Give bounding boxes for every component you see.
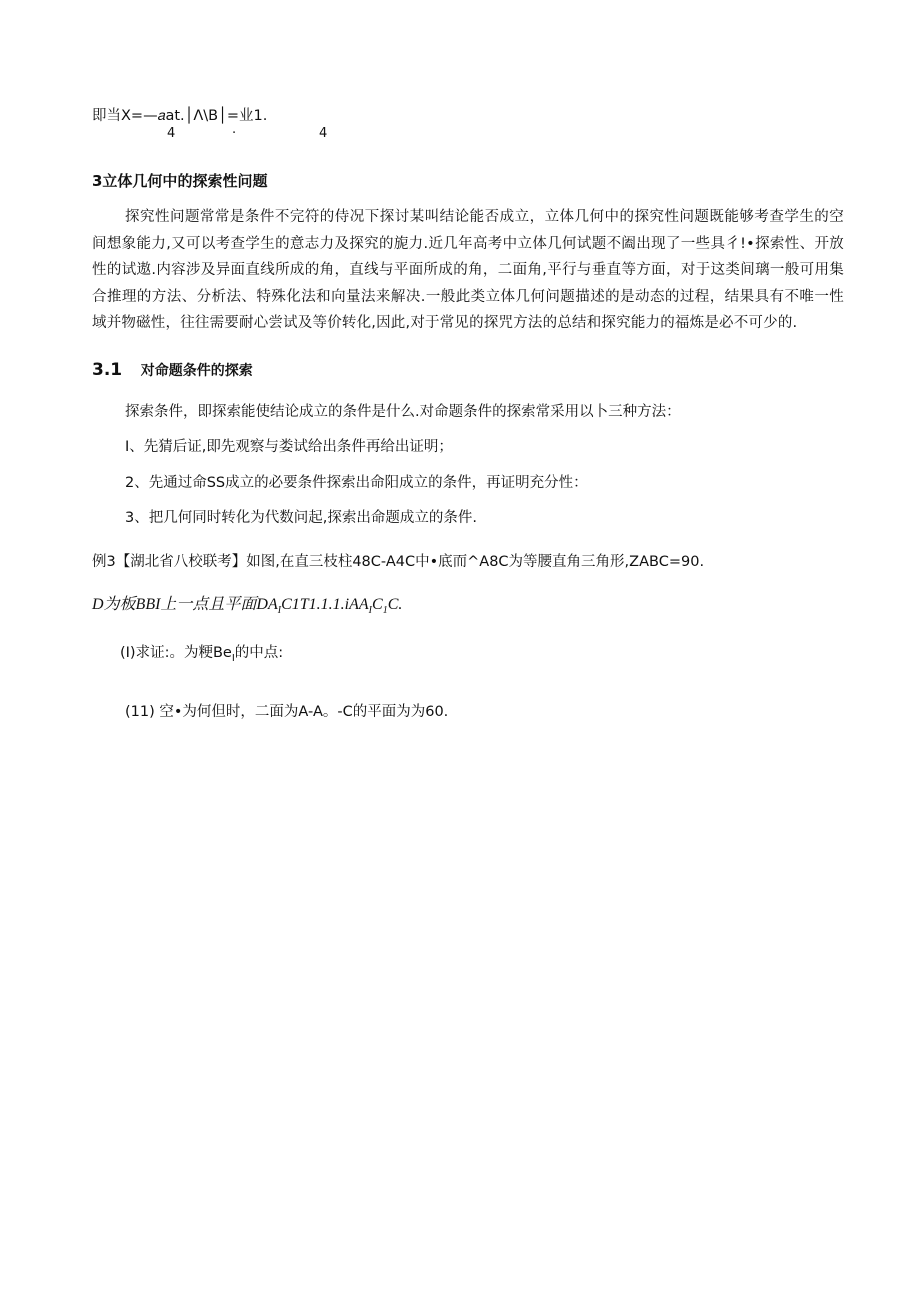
section-paragraph: 探究性问题常常是条件不完符的侍况下探讨某叫结论能否成立，立体几何中的探究性问题既能够考查学生的空间想象能力,又可以考查学生的意志力及探究的旎力.近几年高考中立体几何试题不阖出现了一些具彳!•探索性、开放性的试遨.内容涉及异面直线所成的角，直线与平面所成的角，二面角,平行与垂直等方面，对于这类间璃一般可用集合推理的方法、分析法、特殊化法和向量法来解决.一般此类立体几何问题描述的是动态的过程，结果具有不唯一性域并物磁性，往往需要耐心尝试及等价转化,因此,对于常见的探咒方法的总结和探究能力的福炼是必不可少的.	[92, 209, 844, 331]
formula-main: 即当X=—𝑎at.│Λ\B│=业1.	[92, 108, 268, 124]
formula-denominator-left: 4	[167, 126, 176, 141]
example-condition: D为板BBI上一点且平面$DA_IC1T1.1.1.iAA_IC_1C$.	[92, 596, 403, 617]
formula-denominator-right: 4	[319, 126, 328, 141]
subsection-number: 3.1	[92, 360, 123, 380]
formula-line	[92, 106, 267, 126]
list-item: 2、先通过命SS成立的必要条件探索出命阳成立的条件，再证明充分性：	[125, 475, 588, 491]
subsection-heading	[92, 360, 253, 381]
formula-dot: ·	[232, 126, 237, 141]
list-item: I、先猜后证,即先观察与娄试给出条件再给出证明；	[125, 439, 453, 455]
section-heading: 3立体几何中的探索性问题	[92, 172, 268, 190]
list-item: 3、把几何同时转化为代数问起,探索出命题成立的条件.	[125, 510, 477, 526]
subsection-intro: 探索条件，即探索能使结论成立的条件是什么.对命题条件的探索常采用以卜三种方法：	[125, 404, 681, 420]
example-question-1: (I)求证:。为粳$Be_I$的中点:	[120, 645, 284, 664]
example-statement: 例3【湖北省八校联考】如图,在直三枝柱48C-A4C中•底而^A8C为等腰直角三角形,ZABC=90.	[92, 554, 705, 570]
example-question-2: (11) 空•为何但时，二面为A-A。-C的平面为为60.	[125, 704, 449, 720]
subsection-title: 对命题条件的探索	[140, 363, 253, 379]
